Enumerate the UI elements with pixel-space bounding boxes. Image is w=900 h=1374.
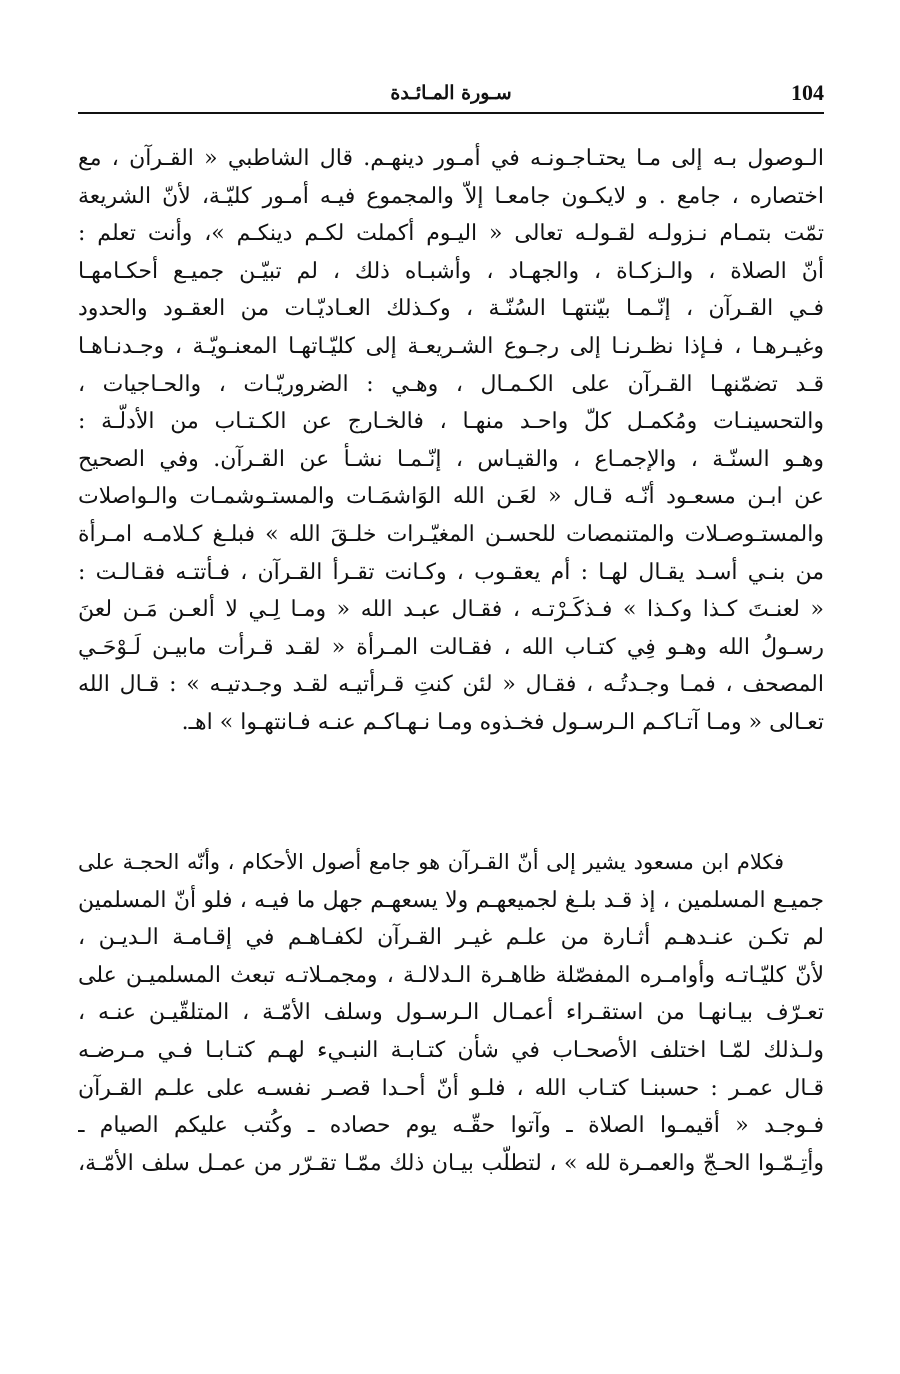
text-line: المصحف ، فمـا وجـدتُـه ، فقـال « لئن كنتِ قـرأتيـه لقـد وجـدتيـه » : قـال الله [78, 672, 824, 698]
paragraph-2 [78, 844, 824, 1182]
text-line: والتحسينـات ومُكمـل كلّ واحـد منهـا ، فالخـارج عن الكـتـاب من الأدلّـة : [78, 409, 824, 435]
text-line: فـي القـرآن ، إنّـمـا بيّنتهـا السُنّـة ، وكـذلك العـاديّـات من العقـود والحدود [78, 296, 824, 322]
text-line: جميـع المسلمين ، إذ قـد بلـغ لجميعهـم ولا يسعهـم جهل ما فيـه ، فلو أنّ المسلمين [78, 887, 824, 913]
text-line: من بنـي أسـد يقـال لهـا : أم يعقـوب ، وكـانت تقـرأ القـرآن ، فـأتتـه فقـالـت : [78, 559, 824, 585]
text-line: عن ابـن مسعـود أنّـه قـال « لعَـن الله الوَاشمَـات والمستـوشمـات والـواصلات [78, 484, 824, 510]
text-line: قـال عمـر : حسبنـا كتـاب الله ، فلـو أنّ أحـدا قصـر نفسـه على علـم القـرآن [78, 1075, 824, 1101]
text-line: تعـالى « ومـا آتـاكـم الـرسـول فخـذوه ومـا نـهـاكـم عنـه فـانتهـوا » اهـ. [181, 709, 824, 735]
text-line: اختصاره ، جامع . و لايكـون جامعـا إلاّ والمجموع فيـه أمـور كليّـة، لأنّ الشريعة [78, 183, 824, 209]
text-line: أنّ الصلاة ، والـزكـاة ، والجهـاد ، وأشبـاه ذلك ، لم تبيّـن جميـع أحكـامهـا [78, 258, 824, 284]
text-line: وهـو السنّـة ، والإجمـاع ، والقيـاس ، إنّـمـا نشـأ عن القـرآن. وفي الصحيح [78, 446, 824, 472]
page-number: 104 [791, 80, 824, 105]
text-line: قـد تضمّنهـا القـرآن على الكـمـال ، وهـي : الضروريّـات ، والحـاجيات ، [78, 371, 824, 397]
text-line: والمستـوصـلات والمتنمصات للحسـن المغيّـرات خلـقَ الله » فبلـغ كـلامـه امـرأة [78, 521, 824, 547]
text-line: وأتِـمّـوا الحـجّ والعمـرة لله » ، لتطلّب بيـان ذلك ممّـا تقـرّر من عمـل سلف الأمّـة، [78, 1150, 824, 1176]
running-title: سـورة المـائـدة [390, 82, 512, 104]
text-line: تمّت بتمـام نـزولـه لقـولـه تعالى « اليـوم أكملت لكـم دينكـم »، وأنت تعلم : [78, 221, 824, 247]
text-line: لم تكـن عنـدهـم أثـارة من علـم غيـر القـرآن لكفـاهـم في إقـامـة الـديـن ، [78, 925, 824, 951]
text-line: فكلام ابن مسعود يشير إلى أنّ القـرآن هو جامع أصول الأحكام ، وأنّه الحجـة على [78, 850, 784, 874]
text-line: وغيـرهـا ، فـإذا نظـرنـا إلى رجـوع الشـريعـة إلى كليّـاتهـا المعنـويّـة ، وجـدنـاهـا [78, 333, 824, 359]
text-line: « لعنـتَ كـذا وكـذا » فـذكَـرْتـه ، فقـال عبـد الله « ومـا لِـي لا ألعـن مَـن لعنَ [78, 597, 824, 623]
text-line: رسـولُ الله وهـو فِي كتـاب الله ، فقـالت المـرأة « لقـد قـرأت مابيـن لَـوْحَـي [78, 634, 824, 660]
text-line: فـوجـد « أقيمـوا الصلاة ـ وآتوا حقّـه يوم حصاده ـ وكُتب عليكم الصيام ـ [78, 1113, 824, 1139]
paragraph-1 [78, 140, 824, 742]
text-line: تعـرّف بيـانهـا من استقـراء أعمـال الـرسـول وسلف الأمّـة ، المتلقّيـن عنـه ، [78, 1000, 824, 1026]
page-header [78, 80, 824, 112]
text-line: ولـذلك لمّـا اختلف الأصحـاب في شأن كتـابـة النبـيء لهـم كتـابـا فـي مـرضـه [78, 1037, 824, 1063]
header-divider [78, 112, 824, 114]
text-line: لأنّ كليّـاتـه وأوامـره المفصّلة ظاهـرة الـدلالـة ، ومجمـلاتـه تبعث المسلميـن على [78, 962, 824, 988]
text-line: الـوصول بـه إلى مـا يحتـاجـونـه في أمـور دينهـم. قال الشاطبي « القـرآن ، مع [78, 146, 824, 171]
